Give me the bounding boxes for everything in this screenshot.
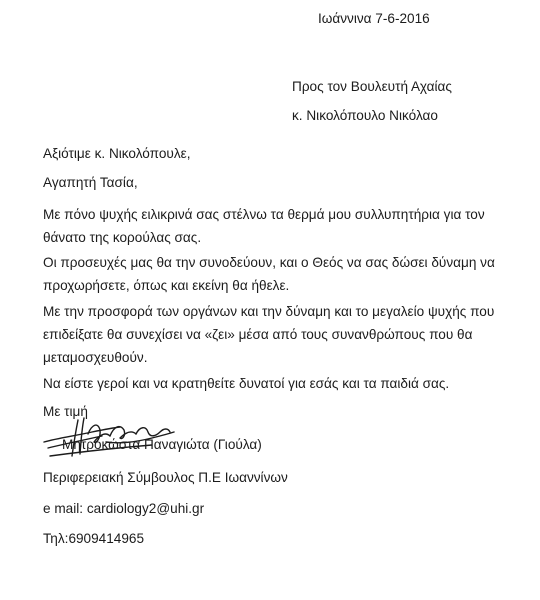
paragraph-prayers: Οι προσευχές μας θα την συνοδεύουν, και ο Θεός να σας δώσει δύναμη να προχωρήσετε, όπως και εκείνη θα ήθελε. <box>43 255 495 293</box>
salutation-formal: Αξιότιμε κ. Νικολόπουλε, <box>43 146 191 161</box>
signer-title: Περιφερειακή Σύμβουλος Π.Ε Ιωαννίνων <box>43 470 288 485</box>
date-line: Ιωάννινα 7-6-2016 <box>318 11 430 26</box>
paragraph-wishes: Να είστε γεροί και να κρατηθείτε δυνατοί για εσάς και τα παιδιά σας. <box>43 376 450 391</box>
phone-line: Τηλ:6909414965 <box>43 531 145 546</box>
closing: Με τιμή <box>43 404 88 419</box>
recipient-line-2: κ. Νικολόπουλο Νικόλαο <box>292 108 438 123</box>
email-line: e mail: cardiology2@uhi.gr <box>43 501 205 516</box>
paragraph-condolences: Με πόνο ψυχής ειλικρινά σας στέλνω τα θερμά μου συλλυπητήρια για τον θάνατο της κορούλας σας. <box>43 207 485 245</box>
paragraph-organ-donation: Με την προσφορά των οργάνων και την δύναμη και το μεγαλείο ψυχής που επιδείξατε θα συνεχίσει να «ζει» μέσα από τους συνανθρώπους που θα μεταμοσχευθούν. <box>43 304 495 365</box>
signer-name: Μητροκώστα Παναγιώτα (Γιούλα) <box>62 437 262 452</box>
salutation-personal: Αγαπητή Τασία, <box>43 175 138 190</box>
recipient-line-1: Προς τον Βουλευτή Αχαίας <box>292 79 452 94</box>
